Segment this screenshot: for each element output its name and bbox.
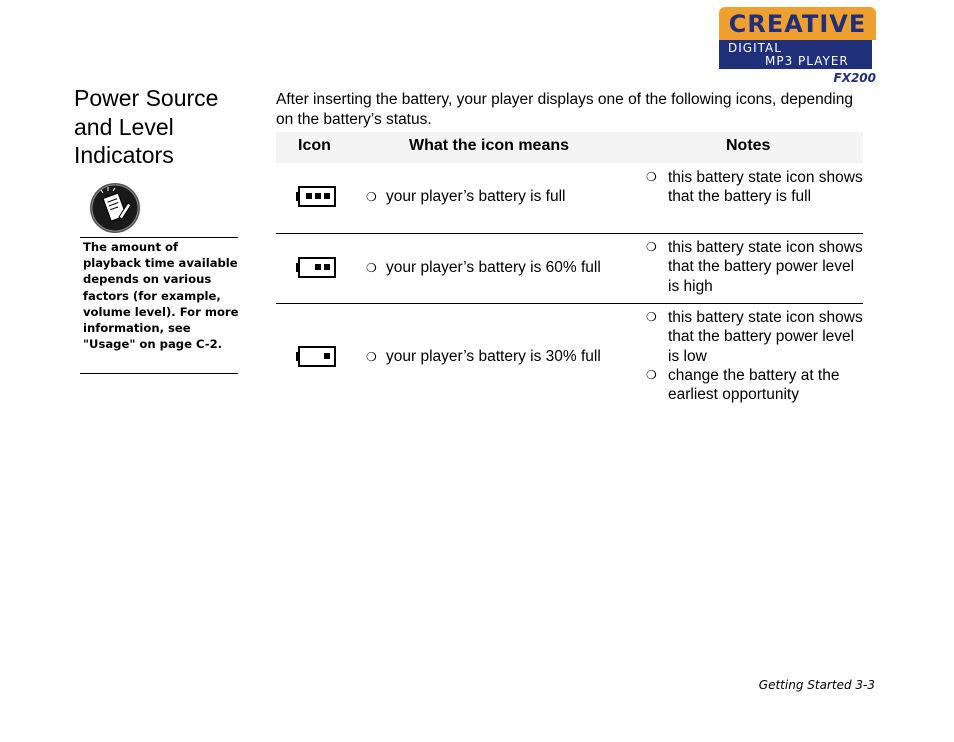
- intro-paragraph: After inserting the battery, your player displays one of the following icons, depending on the battery’s status.: [276, 91, 853, 128]
- bullet-icon: ❍: [366, 350, 377, 364]
- bullet-icon: ❍: [366, 261, 377, 275]
- meaning-text: [366, 347, 601, 368]
- meaning-text: [366, 258, 601, 279]
- page-title-line: Power Source: [74, 85, 219, 111]
- logo-line-mp3-player: MP3 PLAYER: [765, 54, 849, 68]
- header-what-it-means: What the icon means: [409, 137, 570, 154]
- table-row: [276, 234, 863, 304]
- note-item-text: this battery state icon shows that the battery power level is high: [668, 239, 863, 295]
- bullet-icon: ❍: [646, 367, 657, 382]
- logo-brand-text: CREATIVE: [728, 10, 867, 38]
- note-item: [646, 238, 863, 296]
- meaning-text: [366, 187, 565, 208]
- battery-30-icon: [296, 346, 336, 367]
- note-pen-icon: [88, 181, 142, 235]
- bullet-icon: ❍: [646, 170, 657, 184]
- logo-brand-band: [719, 7, 876, 40]
- header-icon: Icon: [298, 137, 331, 154]
- notes-list: [646, 308, 863, 404]
- page-footer: Getting Started 3-3: [758, 678, 875, 692]
- logo-model: FX200: [833, 71, 876, 85]
- battery-icon-table: [276, 132, 863, 409]
- page-title-line: Indicators: [74, 142, 174, 168]
- table-row: [276, 163, 863, 234]
- logo-line-digital: DIGITAL: [728, 41, 782, 55]
- note-item-text: change the battery at the earliest opportunity: [668, 366, 840, 404]
- meaning-label: your player’s battery is 60% full: [386, 259, 601, 276]
- meaning-label: your player’s battery is 30% full: [386, 348, 601, 365]
- page-title: [74, 84, 254, 170]
- note-item: [646, 366, 863, 405]
- note-item: [646, 168, 863, 207]
- logo-product-band: [719, 40, 872, 69]
- notes-list: [646, 168, 863, 207]
- bullet-icon: ❍: [646, 310, 657, 324]
- page-title-line: and Level: [74, 113, 174, 140]
- note-item-text: this battery state icon shows that the battery power level is low: [668, 309, 863, 365]
- bullet-icon: ❍: [646, 240, 657, 254]
- battery-60-icon: [296, 257, 336, 278]
- meaning-label: your player’s battery is full: [386, 188, 566, 205]
- note-item-text: this battery state icon shows that the battery is full: [668, 169, 863, 206]
- note-box: [80, 237, 238, 374]
- bullet-icon: ❍: [366, 190, 377, 204]
- table-header: [276, 132, 863, 163]
- header-notes: Notes: [726, 137, 771, 154]
- notes-list: [646, 238, 863, 296]
- note-text: The amount of playback time available depends on various factors (for example, volume level). For more information, see "Usage" on page C-2.: [83, 240, 239, 352]
- creative-logo: [719, 7, 876, 87]
- note-item: [646, 308, 863, 366]
- battery-full-icon: [296, 186, 336, 207]
- table-row: [276, 304, 863, 409]
